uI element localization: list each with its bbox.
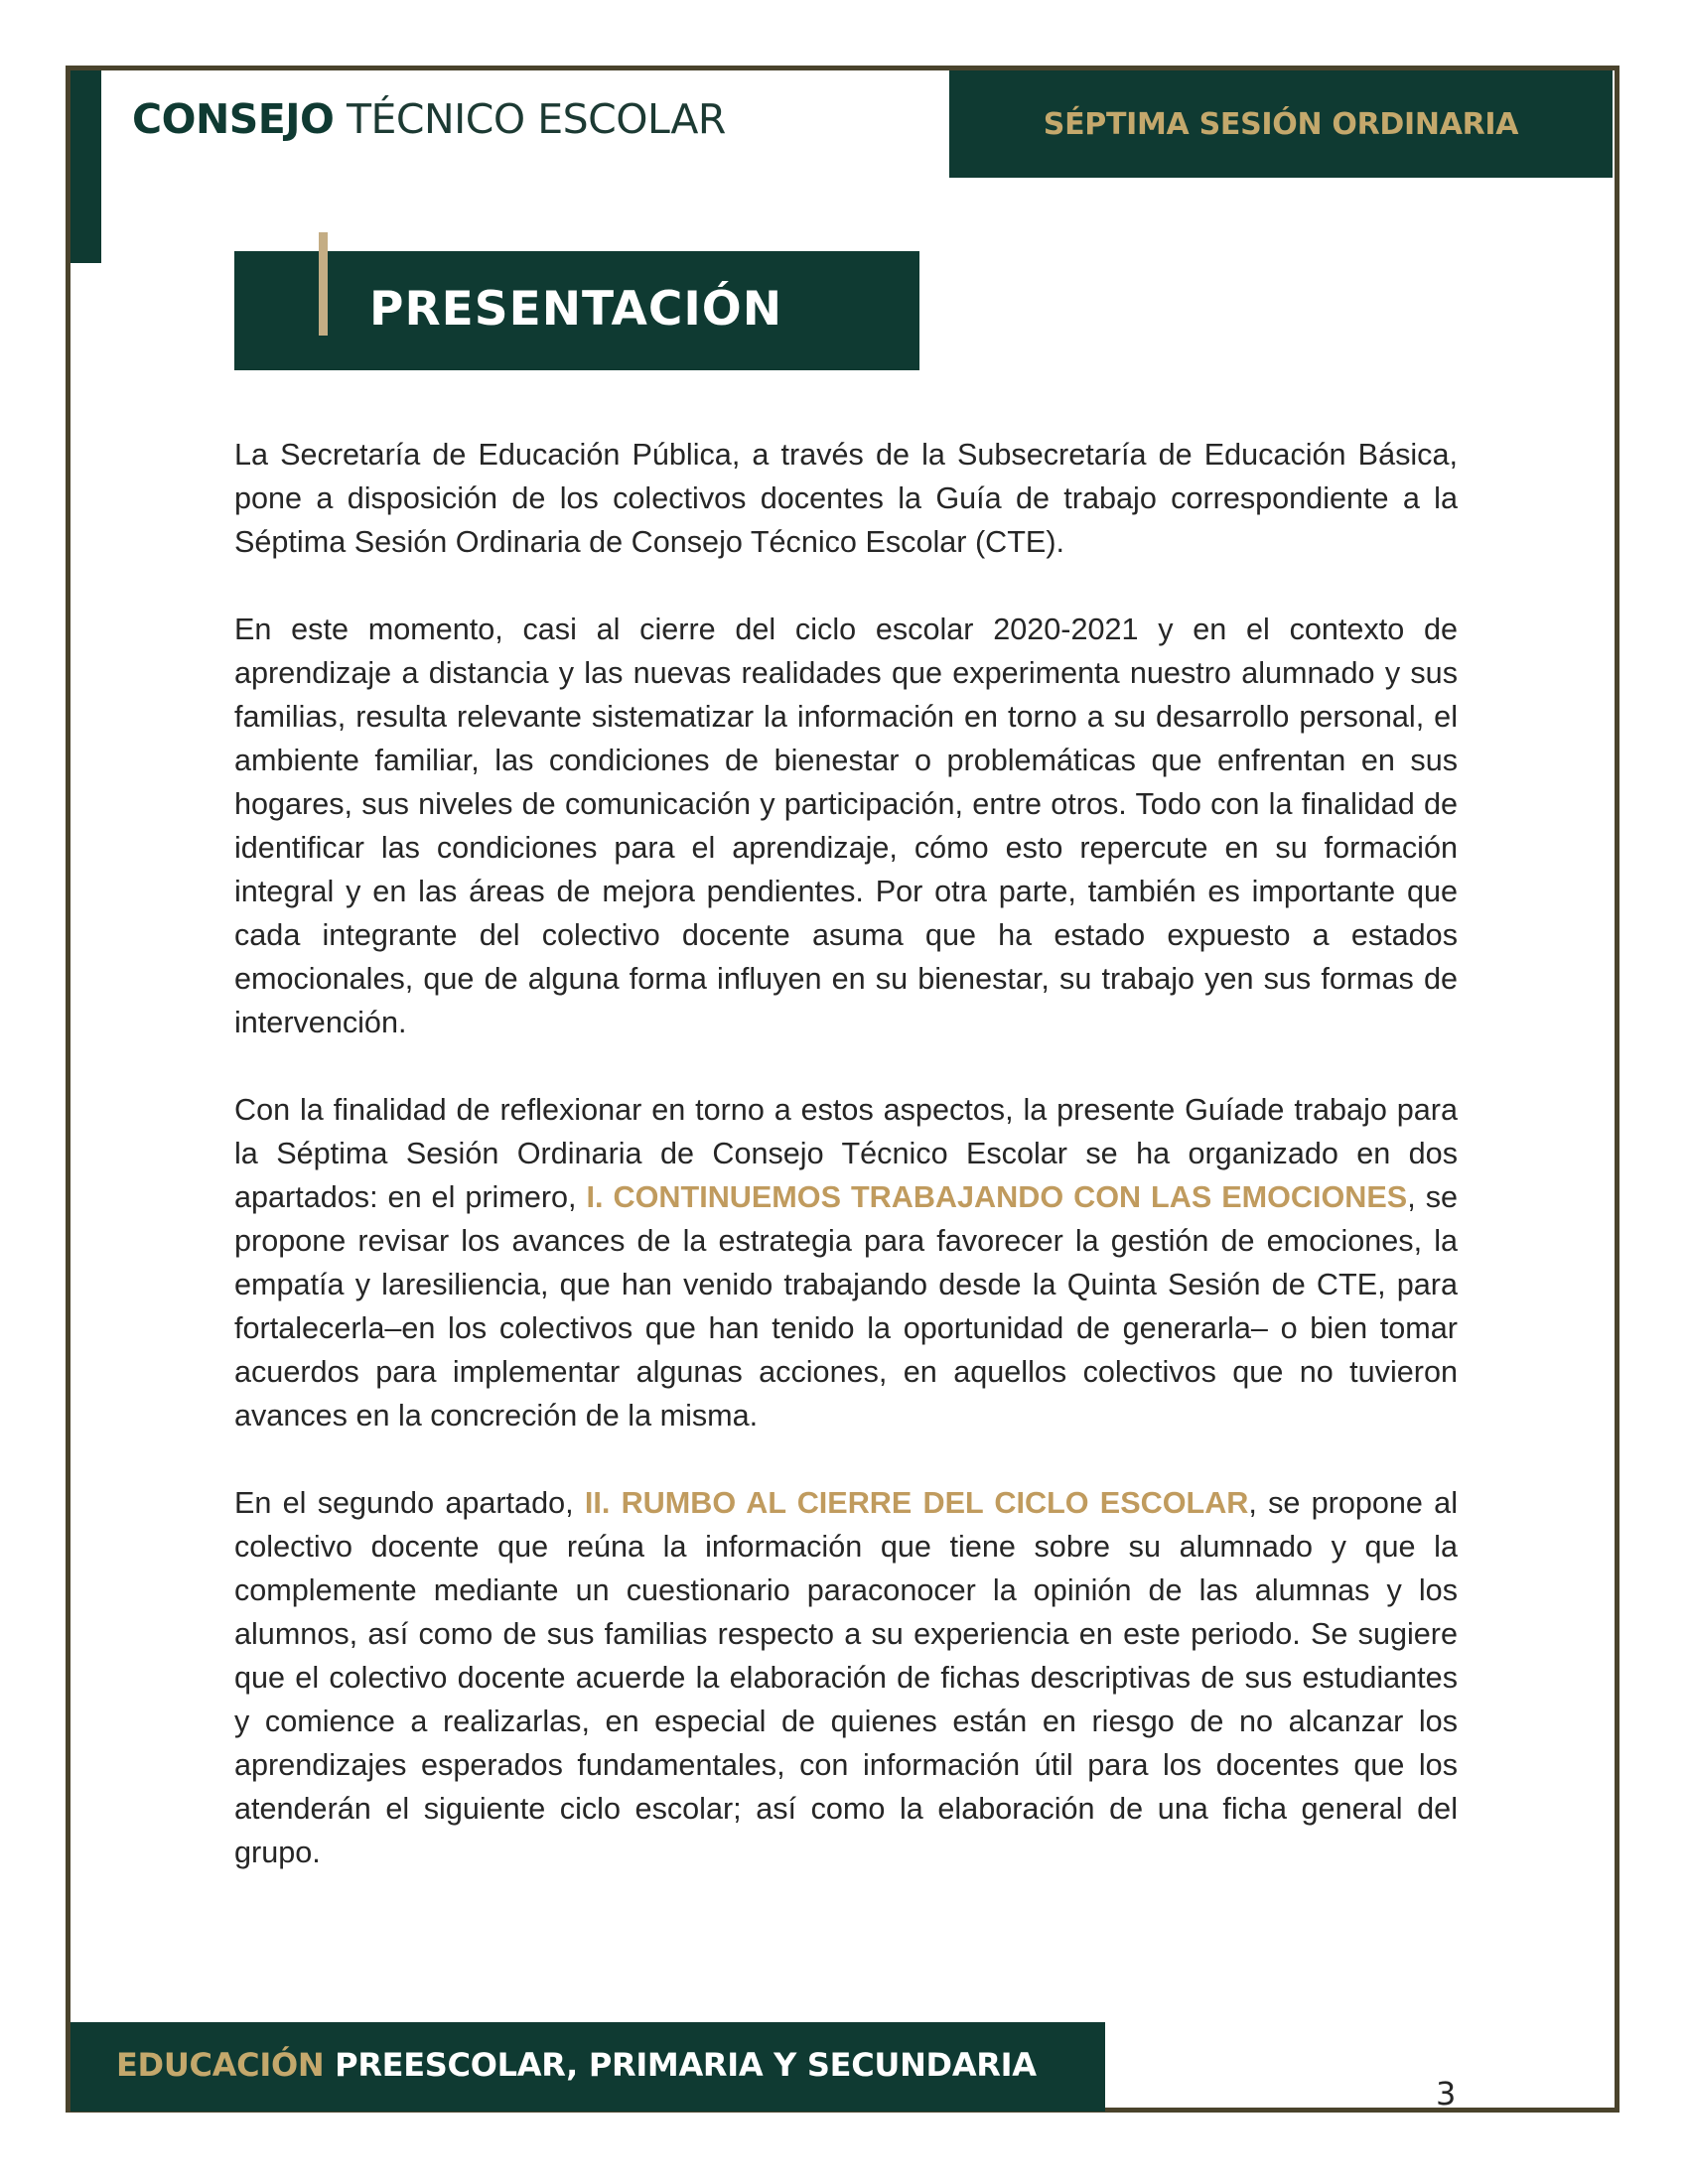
paragraph-1: La Secretaría de Educación Pública, a través de la Subsecretaría de Educación Básica, pone a disposición de los colectivos docentes la Guía de trabajo correspondiente a la Séptima Sesión Ordinaria de Consejo Técnico Escolar (CTE). xyxy=(234,438,1458,559)
paragraph-2: En este momento, casi al cierre del ciclo escolar 2020-2021 y en el contexto de aprendizaje a distancia y las nuevas realidades que experimenta nuestro alumnado y sus familias, resulta relevante sistematizar la información en torno a su desarrollo personal, el ambiente familiar, las condiciones de bienestar o problemáticas que enfrentan en sus hogares, sus niveles de comunicación y participación, entre otros. Todo con la finalidad de identificar las condiciones para el aprendizaje, cómo esto repercute en su formación integral y en las áreas de mejora pendientes. Por otra parte, también es importante que cada integrante del colectivo docente asuma que ha estado expuesto a estados emocionales, que de alguna forma influyen en su bienestar, su trabajo yen sus formas de intervención. xyxy=(234,613,1458,1039)
section-title: PRESENTACIÓN xyxy=(369,282,783,337)
section-two-reference: II. RUMBO AL CIERRE DEL CICLO ESCOLAR xyxy=(584,1486,1249,1520)
footer-label-gold: EDUCACIÓN xyxy=(116,2046,325,2084)
session-banner xyxy=(949,70,1613,178)
section-one-reference: I. CONTINUEMOS TRABAJANDO CON LAS EMOCIONES xyxy=(586,1180,1408,1214)
paragraph-4-intro: En el segundo apartado, xyxy=(234,1486,585,1520)
section-title-accent xyxy=(319,232,328,336)
header-title-bold: CONSEJO xyxy=(132,95,335,143)
page-number: 3 xyxy=(1436,2075,1457,2113)
header-title xyxy=(132,95,726,143)
session-label: SÉPTIMA SESIÓN ORDINARIA xyxy=(1043,106,1519,142)
footer-label xyxy=(116,2046,1037,2084)
paragraph-3-intro: Con la finalidad de reflexionar en torno a estos aspectos, la presente Guíade trabajo para la Séptima Sesión Ordinaria de Consejo Técnico Escolar se ha organizado en dos apartados: en el primero, xyxy=(234,1093,1458,1214)
footer-label-rest: PREESCOLAR, PRIMARIA Y SECUNDARIA xyxy=(324,2046,1037,2084)
body-content xyxy=(234,433,1458,1918)
header-side-bar xyxy=(70,70,101,263)
paragraph-3-rest: , se propone revisar los avances de la estrategia para favorecer la gestión de emociones, la empatía y laresiliencia, que han venido trabajando desde la Quinta Sesión de CTE, para fortalecerla–en los colectivos que han tenido la oportunidad de generarla– o bien tomar acuerdos para implementar algunas acciones, en aquellos colectivos que no tuvieron avances en la concreción de la misma. xyxy=(234,1180,1459,1433)
paragraph-4 xyxy=(234,1481,1458,1874)
paragraph-4-rest: , se propone al colectivo docente que reúna la información que tiene sobre su alumnado y que la complemente mediante un cuestionario paraconocer la opinión de las alumnas y los alumnos, así como de sus familias respecto a su experiencia en este periodo. Se sugiere que el colectivo docente acuerde la elaboración de fichas descriptivas de sus estudiantes y comience a realizarlas, en especial de quienes están en riesgo de no alcanzar los aprendizajes esperados fundamentales, con información útil para los docentes que los atenderán el siguiente ciclo escolar; así como la elaboración de una ficha general del grupo. xyxy=(234,1486,1458,1869)
header-title-rest: TÉCNICO ESCOLAR xyxy=(334,95,726,143)
paragraph-3 xyxy=(234,1088,1458,1437)
